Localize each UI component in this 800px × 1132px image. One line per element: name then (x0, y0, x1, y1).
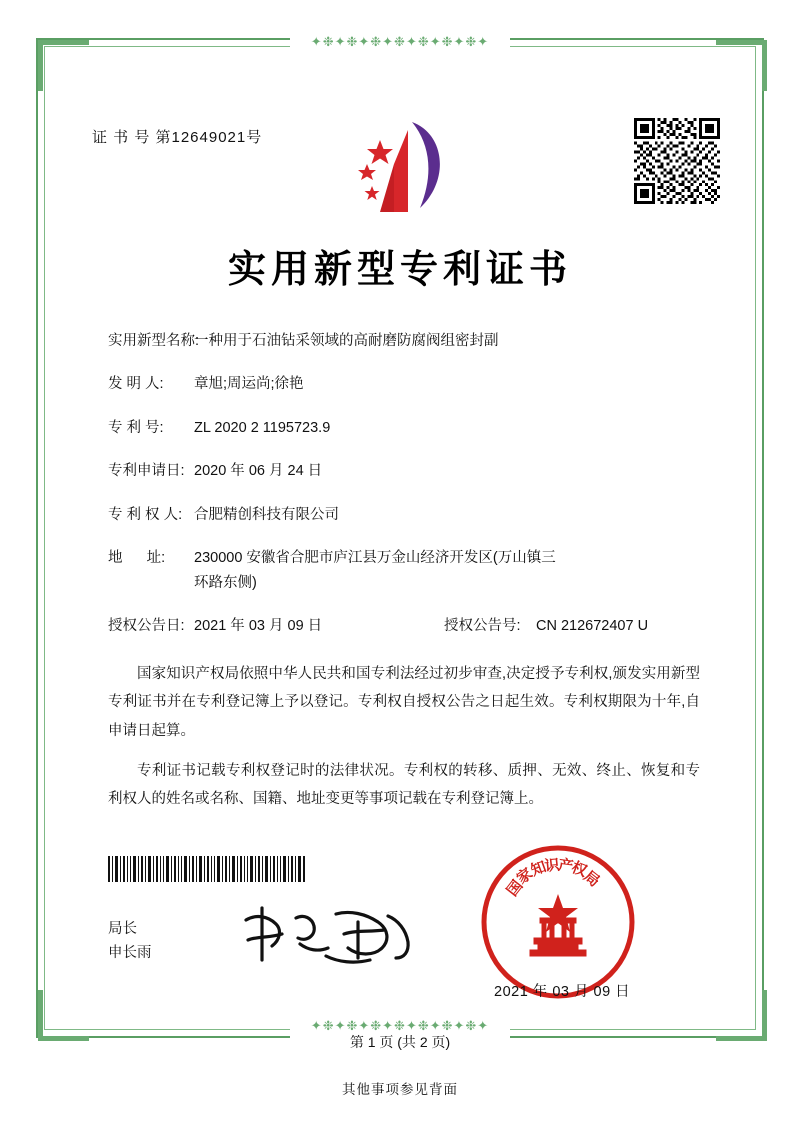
field-value: 一种用于石油钻采领域的高耐磨防腐阀组密封副 (194, 333, 499, 349)
barcode (108, 856, 308, 882)
back-side-note: 其他事项参见背面 (342, 1082, 458, 1097)
field-label-announcement-date: 授权公告日: (108, 618, 185, 635)
top-ornament: ✦❉✦❉✦❉✦❉✦❉✦❉✦❉✦ (290, 30, 510, 54)
svg-text:局: 局 (580, 866, 604, 891)
field-row-patentee (108, 504, 708, 526)
certificate-number: 证 书 号 第12649021号 (92, 129, 263, 146)
director-name-label: 申长雨 (108, 944, 152, 961)
field-value-announcement-date: 2021 年 03 月 09 日 (194, 618, 323, 635)
corner-ornament-top-right (716, 40, 767, 91)
cnipa-logo-icon (350, 112, 460, 222)
field-value: ZL 2020 2 1195723.9 (194, 419, 331, 436)
page-number: 第 1 页 (共 2 页) (349, 1034, 451, 1050)
qr-code (634, 118, 720, 204)
paragraph-grant-statement: 国家知识产权局依照中华人民共和国专利法经过初步审查,决定授予专利权,颁发实用新型专利证书并在专利登记簿上予以登记。专利权自授权公告之日起生效。专利权期限为十年,自申请日起算。 (108, 666, 700, 739)
seal-date: 2021 年 03 月 09 日 (494, 984, 631, 1000)
field-label: 地 址: (108, 550, 166, 567)
field-value: 合肥精创科技有限公司 (194, 506, 339, 523)
official-seal (478, 842, 638, 1002)
field-row-address (108, 547, 708, 594)
field-row-patent-number (108, 417, 708, 439)
svg-text:识: 识 (543, 855, 561, 876)
director-title-label: 局长 (108, 921, 137, 937)
svg-text:国: 国 (502, 876, 527, 900)
page-title: 实用新型专利证书 (227, 247, 572, 291)
field-value: 2020 年 06 月 24 日 (194, 463, 323, 480)
field-row-address-line1 (108, 547, 708, 569)
field-value-address-line2: 环路东侧) (194, 574, 257, 591)
field-row-announcement (108, 615, 708, 637)
field-label-announcement-number: 授权公告号: (444, 618, 521, 635)
signature-block (108, 918, 152, 966)
field-row-application-date (108, 460, 708, 482)
handwritten-signature (238, 900, 418, 970)
svg-text:知: 知 (528, 857, 549, 880)
bottom-ornament: ✦❉✦❉✦❉✦❉✦❉✦❉✦❉✦ (290, 1014, 510, 1038)
field-label: 专 利 权 人: (108, 506, 183, 523)
field-label: 专 利 号: (108, 419, 164, 436)
field-label: 专利申请日: (108, 463, 185, 480)
svg-text:产: 产 (557, 855, 575, 876)
svg-text:家: 家 (513, 864, 536, 888)
field-value: 章旭;周运尚;徐艳 (194, 376, 304, 393)
field-label: 发 明 人: (108, 376, 164, 393)
field-value: 230000 安徽省合肥市庐江县万金山经济开发区(万山镇三 (194, 550, 556, 567)
field-value-announcement-number: CN 212672407 U (536, 618, 649, 635)
corner-ornament-top-left (38, 40, 89, 91)
legal-text (108, 660, 700, 825)
field-label: 实用新型名称: (108, 333, 200, 349)
field-row-inventors (108, 373, 708, 395)
field-row-utility-model-name (108, 330, 708, 352)
certificate-fields (108, 330, 708, 659)
svg-text:权: 权 (569, 857, 590, 881)
paragraph-register-statement: 专利证书记载专利权登记时的法律状况。专利权的转移、质押、无效、终止、恢复和专利权人的姓名或名称、国籍、地址变更等事项记载在专利登记簿上。 (108, 762, 700, 808)
